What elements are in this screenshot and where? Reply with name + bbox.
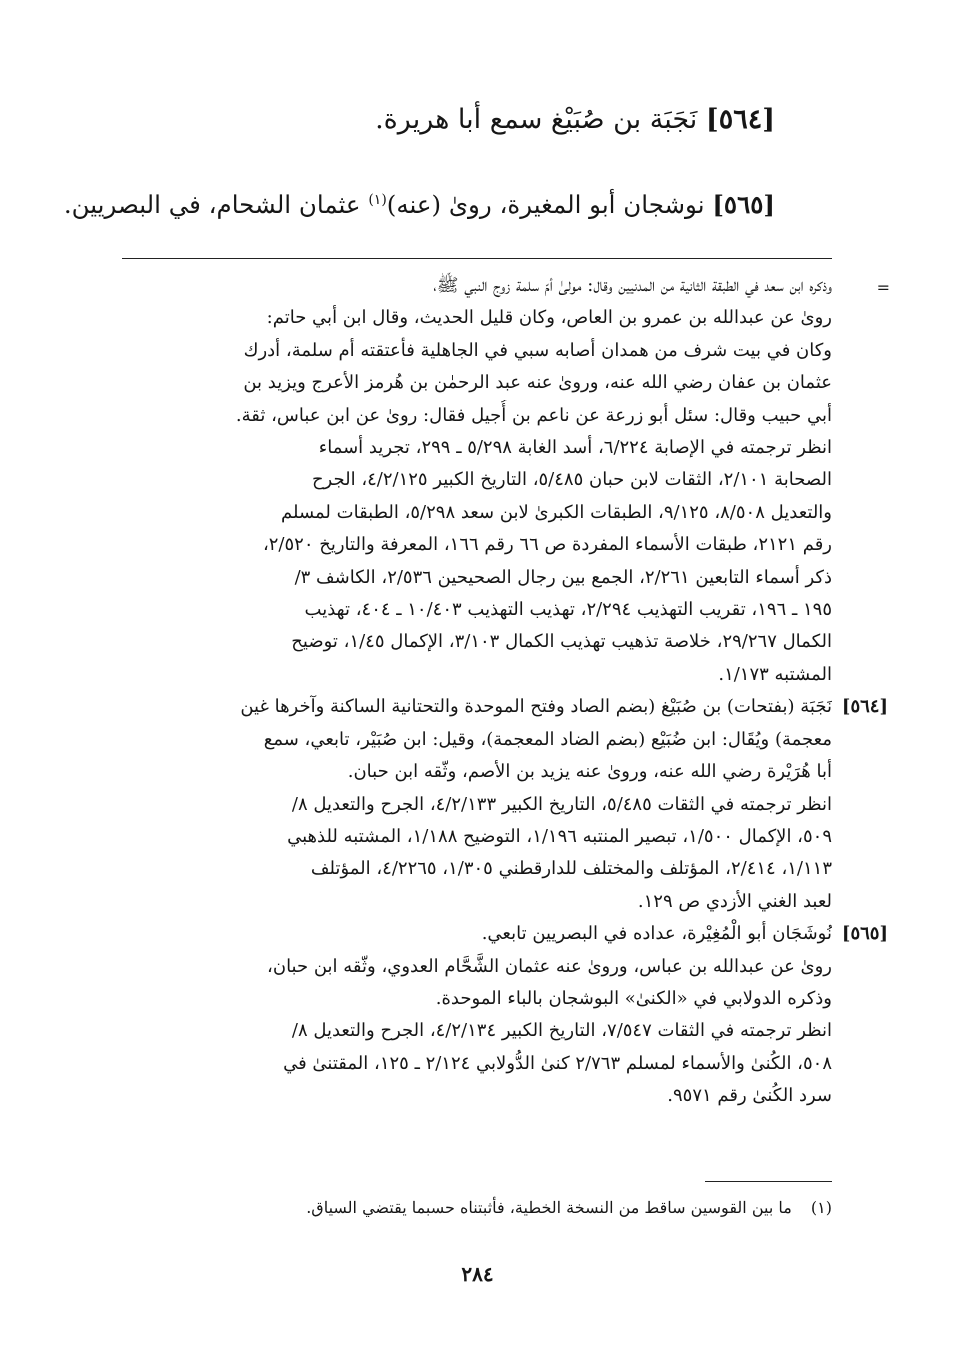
text-line: الصحابة ٢/١٠١، الثقات لابن حبان ٥/٤٨٥، التاريخ الكبير ٤/٢/١٢٥، الجرح bbox=[311, 469, 832, 491]
text-line: ١/١١٣، ٢/٤١٤، المؤتلف والمختلف للدارقطني ١/٣٠٥، ٤/٢٢٦٥، المؤتلف bbox=[310, 858, 832, 880]
footnote-divider bbox=[705, 1181, 832, 1182]
notes-divider bbox=[122, 258, 832, 259]
footnote-number: (١) bbox=[810, 1198, 832, 1217]
note-continued bbox=[122, 270, 890, 691]
text-line: وذكره ابن سعد في الطبقة الثانية من المدنيين وقال: مولىٰ أمّ سلمة زوج النبي ﷺ، bbox=[433, 275, 832, 296]
note-564 bbox=[122, 691, 888, 918]
text-line: الكمال ٢٩/٢٦٧، خلاصة تذهيب تهذيب الكمال ٣/١٠٣، الإكمال ١/٤٥، توضيح bbox=[291, 631, 832, 653]
entry-number: [٥٦٤] bbox=[705, 104, 775, 135]
main-entry-564 bbox=[60, 100, 775, 140]
note-565 bbox=[122, 918, 888, 1112]
footnote-reference: (١) bbox=[368, 191, 387, 208]
text-line: أبي حبيب وقال: سئل أبو زرعة عن ناعم بن أُجيل فقال: روىٰ عن ابن عباس، ثقة. bbox=[235, 404, 832, 426]
text-line: وكان في بيت شرف من همدان أصابه سبي في الجاهلية فأعتقته أم سلمة، أدرك bbox=[243, 339, 832, 361]
note-number: [٥٦٥] bbox=[841, 923, 888, 945]
text-line: عثمان بن عفان رضي الله عنه، وروىٰ عنه عبد الرحمٰن بن هُرمز الأعرج ويزيد بن bbox=[243, 372, 832, 394]
note-number: [٥٦٤] bbox=[841, 696, 888, 718]
entry-number: [٥٦٥] bbox=[712, 190, 775, 219]
main-entry-565 bbox=[60, 185, 775, 225]
notes-section bbox=[122, 270, 890, 1113]
text-line: انظر ترجمته في الثقات ٧/٥٤٧، التاريخ الكبير ٤/٢/١٣٤، الجرح والتعديل ٨/ bbox=[291, 1020, 832, 1042]
text-line: سرد الكُنىٰ رقم ٩٥٧١. bbox=[667, 1085, 832, 1107]
text-line: أبا هُرَيْرة رضي الله عنه، وروىٰ عنه يزيد بن الأصم، وثّقه ابن حبان. bbox=[347, 761, 832, 783]
note-body bbox=[122, 918, 832, 1112]
text-line: انظر ترجمته في الإصابة ٦/٢٢٤، أسد الغابة ٥/٢٩٨ ـ ٢٩٩، تجريد أسماء bbox=[318, 437, 832, 459]
continuation-marker: = bbox=[876, 278, 890, 297]
text-line: المشتبه ١/١٧٣. bbox=[718, 663, 832, 685]
entry-text-cont: عثمان الشحام، في البصريين. bbox=[63, 190, 369, 219]
note-body bbox=[122, 691, 832, 918]
text-line: ١٩٥ ـ ١٩٦، تقريب التهذيب ٢/٢٩٤، تهذيب التهذيب ١٠/٤٠٣ ـ ٤٠٤، تهذيب bbox=[304, 599, 832, 621]
text-line: روىٰ عن عبدالله بن عمرو بن العاص، وكان قليل الحديث، وقال ابن أبي حاتم: bbox=[266, 307, 832, 329]
entry-text: نوشجان أبو المغيرة، روىٰ (عنه) bbox=[386, 190, 705, 219]
footnote-text: ما بين القوسين ساقط من النسخة الخطية، فأثبتناه حسبما يقتضي السياق. bbox=[306, 1198, 792, 1217]
text-line: رقم ٢١٢١، طبقات الأسماء المفردة ص ٦٦ رقم ١٦٦، المعرفة والتاريخ ٢/٥٢٠، bbox=[262, 534, 832, 556]
text-line: ٥٠٨، الكُنىٰ والأسماء لمسلم ٢/٧٦٣ كنىٰ الدُّولابي ٢/١٢٤ ـ ١٢٥، المقتنىٰ في bbox=[283, 1052, 832, 1074]
text-line: انظر ترجمته في الثقات ٥/٤٨٥، التاريخ الكبير ٤/٢/١٣٣، الجرح والتعديل ٨/ bbox=[291, 793, 832, 815]
entry-text: نَجَبَة بن صُبَيْغ سمع أبا هريرة. bbox=[375, 104, 698, 135]
text-line: لعبد الغني الأزدي ص ١٢٩. bbox=[637, 890, 832, 912]
text-line: نُوشَجَان أبو الْمُغِيْرة، عداده في البصريين تابعي. bbox=[481, 923, 832, 945]
text-line: معجمة) ويُقَال: ابن ضُبَيْع (بضم الضاد المعجمة)، وقيل: ابن صُبَيْر، تابعي، سمع bbox=[263, 728, 832, 750]
text-line: وذكره الدولابي في «الكنىٰ» البوشجان بالباء الموحدة. bbox=[435, 987, 832, 1009]
text-line: والتعديل ٨/٥٠٨، ٩/١٢٥، الطبقات الكبرىٰ لابن سعد ٥/٢٩٨، الطبقات لمسلم bbox=[281, 501, 832, 523]
text-line: روىٰ عن عبدالله بن عباس، وروىٰ عنه عثمان الشَّحَّام العدوي، وثّقه ابن حبان، bbox=[267, 955, 832, 977]
text-line: ٥٠٩، الإكمال ١/٥٠٠، تبصير المنتبه ١/١٩٦، التوضيح ١/١٨٨، المشتبه للذهبي bbox=[287, 825, 832, 847]
text-line: ذكر أسماء التابعين ٢/٢٦١، الجمع بين رجال الصحيحين ٢/٥٣٦، الكاشف ٣/ bbox=[294, 566, 832, 588]
footnote bbox=[122, 1195, 832, 1221]
note-body bbox=[122, 270, 832, 691]
page-number: ٢٨٤ bbox=[461, 1262, 494, 1286]
text-line: نَجَبَة (بفتحات) بن صُبَيْغ (بضم الصاد وفتح الموحدة والتحتانية الساكنة وآخرها غين bbox=[240, 696, 832, 718]
